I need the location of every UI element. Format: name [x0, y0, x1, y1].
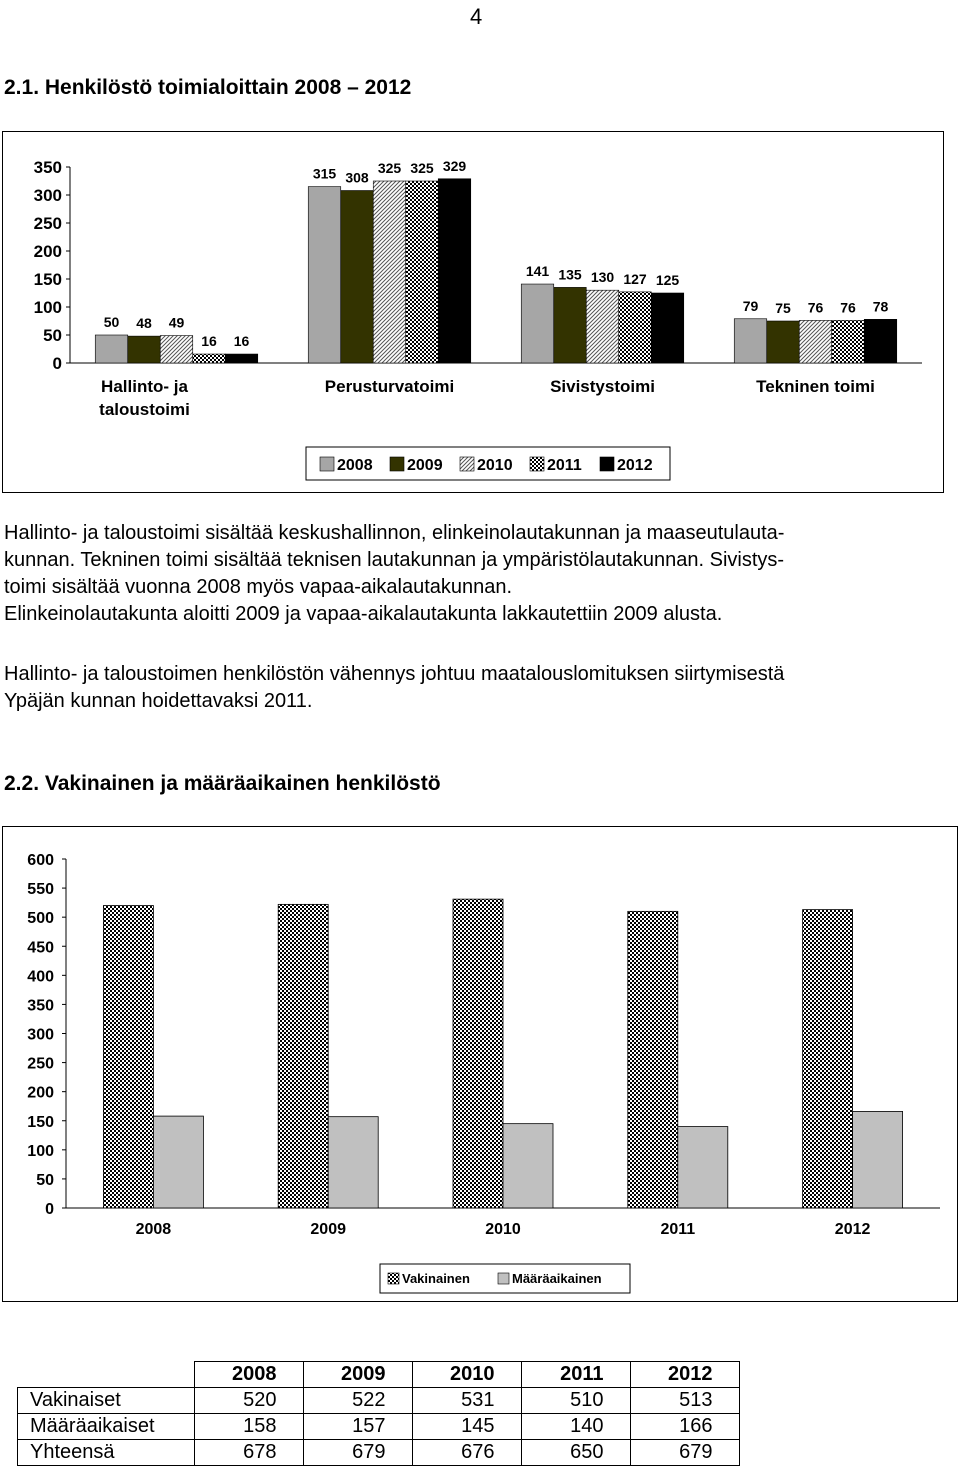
- bar: [619, 292, 652, 363]
- bar: [160, 336, 193, 363]
- paragraph-line: Ypäjän kunnan hoidettavaksi 2011.: [4, 690, 313, 712]
- y-tick-label: 350: [33, 158, 62, 177]
- legend-label: 2009: [407, 457, 443, 474]
- table-header-cell: 2008: [194, 1362, 303, 1388]
- table-cell: 158: [194, 1414, 303, 1440]
- table-cell: 510: [521, 1388, 630, 1414]
- bar: [453, 899, 503, 1208]
- bar: [803, 910, 853, 1208]
- legend-swatch: [600, 457, 614, 471]
- paragraph-line: Elinkeinolautakunta aloitti 2009 ja vapaa-aikalautakunta lakkautettiin 2009 alusta.: [4, 603, 723, 625]
- y-tick-label: 0: [52, 354, 62, 373]
- y-tick-label: 400: [27, 968, 54, 986]
- bar-data-label: 315: [312, 165, 337, 182]
- chart-vakinainen-svg: [2, 826, 960, 1304]
- bar: [651, 293, 684, 363]
- table-cell: 522: [303, 1388, 412, 1414]
- table-row: [18, 1440, 740, 1466]
- table-cell: 650: [521, 1440, 630, 1466]
- bar: [308, 187, 341, 363]
- bar-data-label: 76: [840, 299, 856, 316]
- category-label: Perusturvatoimi: [324, 377, 455, 396]
- bar-data-label: 75: [775, 300, 791, 316]
- y-tick-label: 200: [33, 242, 62, 261]
- page-number: 4: [470, 4, 483, 29]
- table-header-cell: 2011: [521, 1362, 630, 1388]
- table-cell: 678: [194, 1440, 303, 1466]
- y-tick-label: 250: [33, 214, 62, 233]
- category-label: Hallinto- ja: [101, 377, 188, 396]
- bar-data-label: 325: [377, 160, 402, 176]
- bar-data-label: 79: [742, 297, 759, 314]
- table-header-cell: 2009: [303, 1362, 412, 1388]
- y-tick-label: 100: [33, 298, 62, 317]
- bar: [438, 179, 471, 363]
- y-tick-label: 200: [27, 1084, 54, 1102]
- bar: [767, 321, 800, 363]
- legend-swatch: [530, 457, 544, 471]
- legend-swatch: [388, 1273, 399, 1284]
- y-tick-label: 500: [27, 910, 54, 928]
- legend-label: Vakinainen: [402, 1271, 470, 1286]
- category-label: 2012: [834, 1221, 871, 1238]
- legend-label: 2008: [337, 457, 373, 474]
- category-label: Sivistystoimi: [550, 377, 655, 396]
- section-heading-2-2: 2.2. Vakinainen ja määräaikainen henkilöstö: [4, 772, 441, 795]
- y-tick-label: 450: [27, 939, 54, 957]
- row-label: Yhteensä: [18, 1440, 195, 1466]
- bar: [586, 290, 619, 363]
- bar: [554, 287, 587, 363]
- legend-label: Määräaikainen: [512, 1271, 602, 1286]
- legend-label: 2011: [547, 457, 582, 474]
- y-tick-label: 50: [36, 1171, 54, 1189]
- y-tick-label: 300: [33, 186, 62, 205]
- y-tick-label: 0: [45, 1201, 54, 1218]
- table-cell: 531: [412, 1388, 521, 1414]
- y-tick-label: 350: [27, 997, 54, 1015]
- chart-vakinainen-maaraikainen: [2, 826, 960, 1309]
- bar: [95, 335, 128, 363]
- y-tick-label: 50: [43, 326, 62, 345]
- category-label: Tekninen toimi: [756, 377, 875, 396]
- bar: [853, 1111, 903, 1208]
- bar-data-label: 49: [168, 314, 185, 331]
- bar-data-label: 78: [872, 298, 889, 315]
- table-cell: 145: [412, 1414, 521, 1440]
- legend-label: 2012: [617, 457, 653, 474]
- legend-swatch: [320, 457, 334, 471]
- bar-data-label: 135: [558, 266, 582, 283]
- bar: [628, 911, 678, 1208]
- row-label: Määräaikaiset: [18, 1414, 195, 1440]
- bar-data-label: 76: [807, 299, 824, 316]
- y-tick-label: 300: [27, 1026, 54, 1044]
- y-tick-label: 100: [27, 1142, 54, 1160]
- category-label: taloustoimi: [99, 400, 190, 419]
- staff-table: [17, 1361, 740, 1466]
- legend-swatch: [498, 1273, 509, 1284]
- table-cell: 166: [630, 1414, 739, 1440]
- bar-data-label: 127: [623, 270, 647, 287]
- bar-data-label: 329: [442, 157, 467, 174]
- bar-data-label: 48: [136, 315, 152, 332]
- bar: [678, 1127, 728, 1208]
- category-label: 2008: [135, 1221, 172, 1238]
- table-cell: 140: [521, 1414, 630, 1440]
- table-header-cell: 2010: [412, 1362, 521, 1388]
- category-label: 2009: [310, 1221, 346, 1238]
- table-corner: [18, 1362, 195, 1388]
- paragraph-line: Hallinto- ja taloustoimi sisältää keskushallinnon, elinkeinolautakunnan ja maaseutulauta-: [4, 522, 785, 544]
- bar-data-label: 50: [103, 314, 120, 330]
- table-header-row: [18, 1362, 740, 1388]
- table-cell: 157: [303, 1414, 412, 1440]
- legend-swatch: [460, 457, 474, 471]
- y-tick-label: 600: [27, 852, 54, 869]
- y-tick-label: 150: [33, 270, 62, 289]
- y-tick-label: 150: [27, 1113, 54, 1131]
- bar: [799, 320, 832, 363]
- paragraph-line: kunnan. Tekninen toimi sisältää teknisen lautakunnan ja ympäristölautakunnan. Sivistys-: [4, 549, 785, 571]
- bar: [832, 320, 865, 363]
- table-cell: 520: [194, 1388, 303, 1414]
- table-row: [18, 1414, 740, 1440]
- table-cell: 676: [412, 1440, 521, 1466]
- bar: [373, 181, 406, 363]
- chart-toimialat-svg: [2, 131, 946, 495]
- bar-data-label: 130: [590, 269, 615, 286]
- bar-data-label: 325: [410, 160, 434, 176]
- legend-label: 2010: [477, 457, 513, 474]
- y-tick-label: 250: [27, 1055, 54, 1073]
- row-label: Vakinaiset: [18, 1388, 195, 1414]
- paragraph-line: Hallinto- ja taloustoimen henkilöstön vähennys johtuu maatalouslomituksen siirtymisestä: [4, 663, 785, 685]
- bar-data-label: 16: [233, 333, 250, 350]
- bar: [193, 354, 226, 363]
- bar: [521, 284, 554, 363]
- bar-data-label: 141: [525, 263, 550, 280]
- paragraph-line: toimi sisältää vuonna 2008 myös vapaa-aikalautakunnan.: [4, 576, 513, 598]
- bar: [153, 1116, 203, 1208]
- paragraph-scope: [4, 520, 954, 628]
- bar-data-label: 16: [201, 333, 217, 350]
- bar-data-label: 308: [345, 169, 369, 186]
- table-cell: 513: [630, 1388, 739, 1414]
- bar: [341, 191, 374, 363]
- table-header-cell: 2012: [630, 1362, 739, 1388]
- category-label: 2010: [485, 1221, 521, 1238]
- bar: [225, 354, 258, 363]
- bar: [864, 319, 897, 363]
- bar: [103, 906, 153, 1208]
- bar-data-label: 125: [655, 272, 680, 288]
- bar: [406, 181, 439, 363]
- table-cell: 679: [303, 1440, 412, 1466]
- y-tick-label: 550: [27, 881, 54, 899]
- legend-swatch: [390, 457, 404, 471]
- section-heading-2-1: 2.1. Henkilöstö toimialoittain 2008 – 2012: [4, 76, 412, 99]
- chart-frame: [3, 132, 944, 493]
- bar: [278, 904, 328, 1208]
- paragraph-reduction: [4, 661, 954, 715]
- chart-toimialat: [2, 131, 946, 500]
- bar: [128, 336, 161, 363]
- bar: [503, 1124, 553, 1208]
- staff-table-wrapper: [17, 1361, 740, 1466]
- bar: [328, 1117, 378, 1208]
- category-label: 2011: [660, 1221, 696, 1238]
- bar: [734, 319, 767, 363]
- table-cell: 679: [630, 1440, 739, 1466]
- table-row: [18, 1388, 740, 1414]
